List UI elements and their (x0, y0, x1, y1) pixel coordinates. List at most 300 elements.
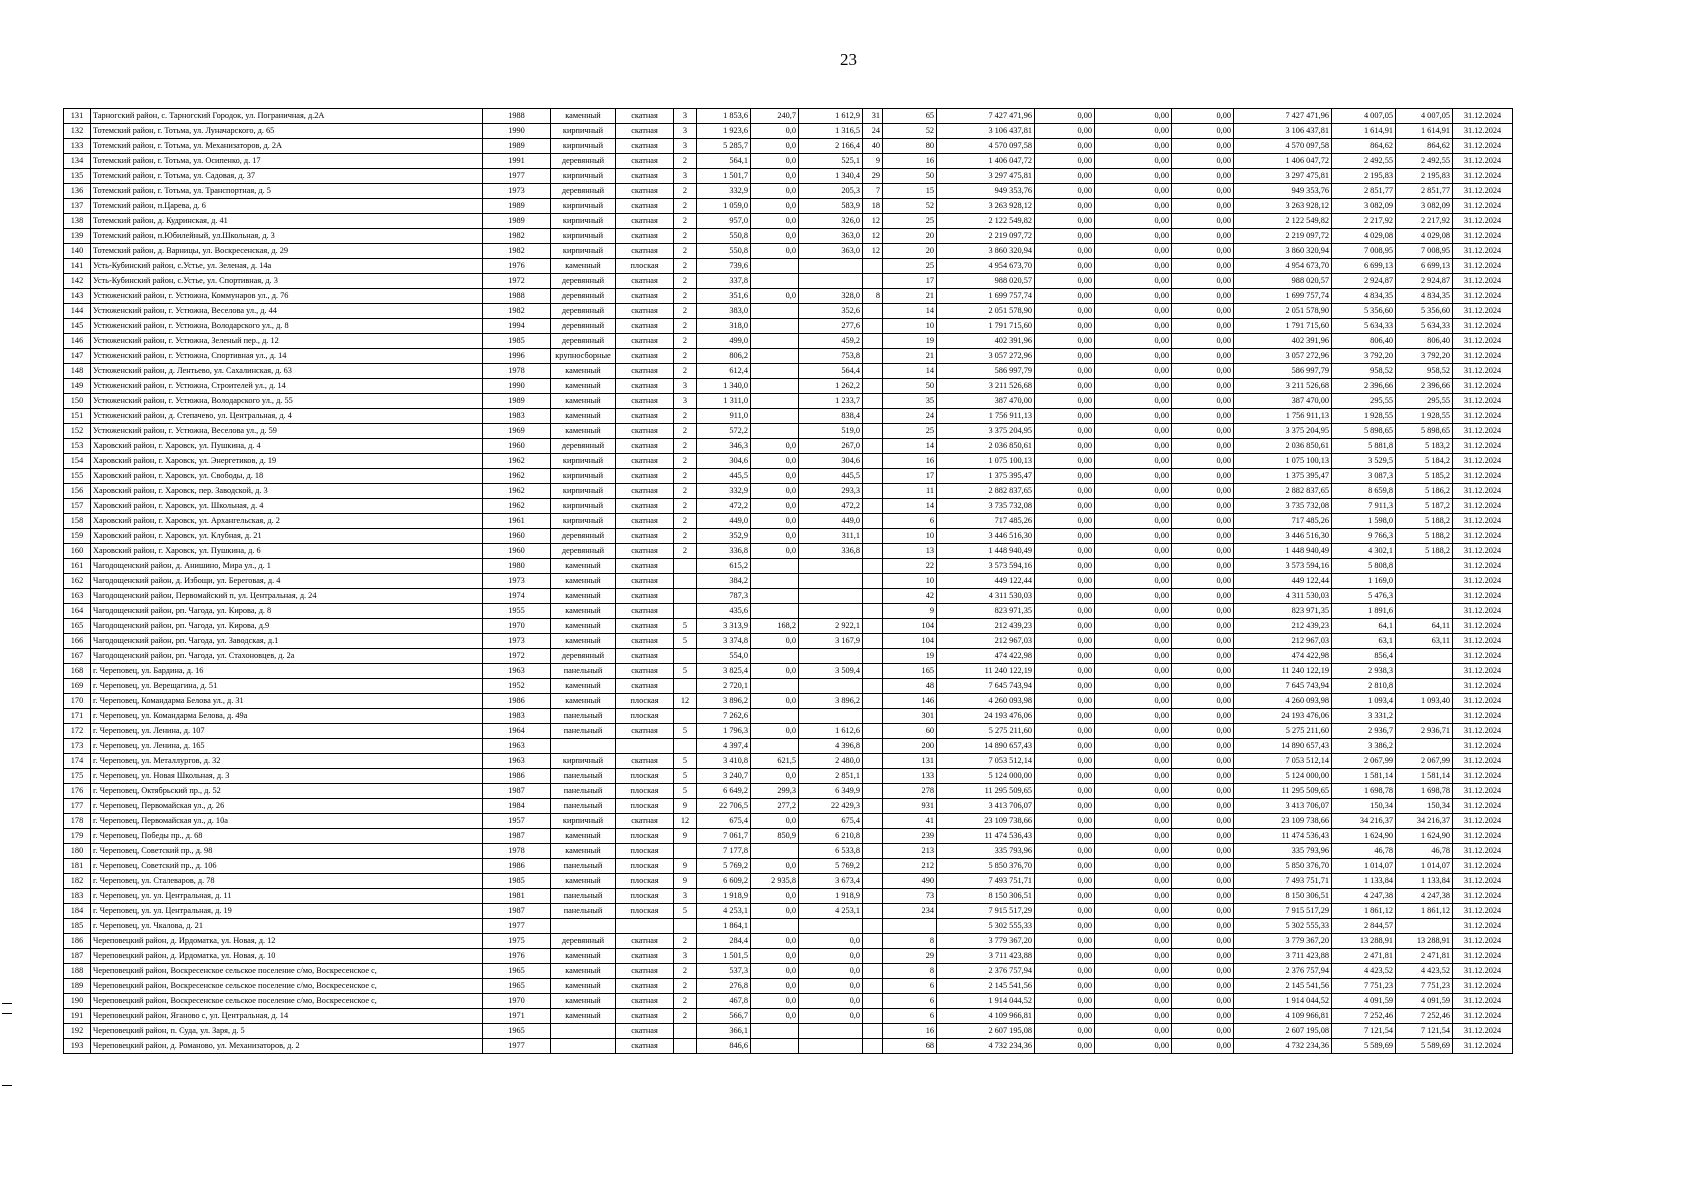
cell-limit-per-sqm: 3 792,20 (1396, 349, 1453, 364)
cell-regional-budget: 0,00 (1095, 964, 1172, 979)
cell-owners-funds: 3 779 367,20 (1234, 934, 1332, 949)
cell-limit-per-sqm: 5 186,2 (1396, 484, 1453, 499)
cell-year-built: 1976 (483, 949, 551, 964)
cell-total-cost: 2 051 578,90 (937, 304, 1035, 319)
cell-nonresidential-area (751, 559, 799, 574)
cell-regional-budget: 0,00 (1095, 349, 1172, 364)
cell-address: Устюженский район, г. Устюжна, Веселова ул., д. 59 (91, 424, 483, 439)
cell-total-area: 6 609,2 (697, 874, 751, 889)
cell-residential-area: 583,9 (799, 199, 863, 214)
cell-residents: 60 (883, 724, 937, 739)
cell-cost-per-sqm: 2 851,77 (1332, 184, 1396, 199)
cell-roof-type: скатная (616, 349, 674, 364)
cell-residential-area: 0,0 (799, 1009, 863, 1024)
table-row (64, 109, 1513, 124)
cell-row-number: 147 (64, 349, 91, 364)
cell-owners-funds: 2 219 097,72 (1234, 229, 1332, 244)
cell-row-number: 187 (64, 949, 91, 964)
cell-fund-cost: 0,00 (1035, 454, 1095, 469)
cell-deadline: 31.12.2024 (1453, 349, 1513, 364)
table-row (64, 439, 1513, 454)
cell-row-number: 150 (64, 394, 91, 409)
cell-total-area: 572,2 (697, 424, 751, 439)
cell-apartments (863, 559, 883, 574)
cell-row-number: 135 (64, 169, 91, 184)
cell-regional-budget: 0,00 (1095, 574, 1172, 589)
cell-regional-budget: 0,00 (1095, 154, 1172, 169)
cell-limit-per-sqm (1396, 589, 1453, 604)
cell-row-number: 142 (64, 274, 91, 289)
cell-fund-cost: 0,00 (1035, 1009, 1095, 1024)
cell-row-number: 191 (64, 1009, 91, 1024)
cell-residents: 21 (883, 289, 937, 304)
cell-total-cost: 4 732 234,36 (937, 1039, 1035, 1054)
cell-residential-area: 5 769,2 (799, 859, 863, 874)
cell-row-number: 172 (64, 724, 91, 739)
cell-apartments (863, 694, 883, 709)
cell-residents: 13 (883, 544, 937, 559)
cell-wall-material: каменный (551, 829, 616, 844)
cell-cost-per-sqm: 2 396,66 (1332, 379, 1396, 394)
cell-fund-cost: 0,00 (1035, 679, 1095, 694)
cell-total-area: 276,8 (697, 979, 751, 994)
cell-roof-type: плоская (616, 259, 674, 274)
cell-nonresidential-area: 0,0 (751, 214, 799, 229)
cell-total-cost: 11 474 536,43 (937, 829, 1035, 844)
cell-deadline: 31.12.2024 (1453, 634, 1513, 649)
cell-residential-area: 449,0 (799, 514, 863, 529)
cell-residents: 10 (883, 319, 937, 334)
cell-residential-area: 304,6 (799, 454, 863, 469)
cell-regional-budget: 0,00 (1095, 529, 1172, 544)
cell-owners-funds: 2 607 195,08 (1234, 1024, 1332, 1039)
cell-apartments (863, 904, 883, 919)
cell-total-cost: 7 053 512,14 (937, 754, 1035, 769)
cell-total-area: 1 340,0 (697, 379, 751, 394)
cell-regional-budget: 0,00 (1095, 169, 1172, 184)
cell-address: Тотемский район, д. Кудринская, д. 41 (91, 214, 483, 229)
cell-residents: 50 (883, 169, 937, 184)
cell-apartments (863, 1009, 883, 1024)
cell-wall-material: каменный (551, 619, 616, 634)
cell-roof-type: плоская (616, 694, 674, 709)
cell-local-budget: 0,00 (1172, 664, 1234, 679)
cell-row-number: 169 (64, 679, 91, 694)
table-row (64, 1039, 1513, 1054)
cell-residential-area: 1 316,5 (799, 124, 863, 139)
cell-deadline: 31.12.2024 (1453, 754, 1513, 769)
cell-apartments (863, 979, 883, 994)
cell-year-built: 1986 (483, 694, 551, 709)
cell-floors: 9 (674, 874, 697, 889)
cell-deadline: 31.12.2024 (1453, 724, 1513, 739)
cell-limit-per-sqm: 4 834,35 (1396, 289, 1453, 304)
cell-address: г. Череповец, ул. Верещагина, д. 51 (91, 679, 483, 694)
cell-row-number: 154 (64, 454, 91, 469)
edge-mark (2, 1013, 12, 1014)
cell-limit-per-sqm: 806,40 (1396, 334, 1453, 349)
cell-nonresidential-area: 168,2 (751, 619, 799, 634)
cell-floors (674, 574, 697, 589)
cell-address: г. Череповец, ул. ул. Центральная, д. 11 (91, 889, 483, 904)
cell-owners-funds: 14 890 657,43 (1234, 739, 1332, 754)
cell-regional-budget: 0,00 (1095, 619, 1172, 634)
cell-limit-per-sqm: 34 216,37 (1396, 814, 1453, 829)
cell-regional-budget: 0,00 (1095, 514, 1172, 529)
cell-cost-per-sqm: 3 386,2 (1332, 739, 1396, 754)
cell-address: Устюженский район, д. Лентьево, ул. Сахалинская, д. 63 (91, 364, 483, 379)
cell-total-cost: 3 573 594,16 (937, 559, 1035, 574)
cell-residents: 6 (883, 994, 937, 1009)
cell-total-cost: 3 057 272,96 (937, 349, 1035, 364)
cell-year-built: 1989 (483, 214, 551, 229)
cell-regional-budget: 0,00 (1095, 229, 1172, 244)
table-row (64, 664, 1513, 679)
cell-wall-material (551, 1024, 616, 1039)
cell-row-number: 163 (64, 589, 91, 604)
cell-owners-funds: 1 406 047,72 (1234, 154, 1332, 169)
cell-fund-cost: 0,00 (1035, 304, 1095, 319)
cell-deadline: 31.12.2024 (1453, 439, 1513, 454)
cell-apartments: 8 (863, 289, 883, 304)
cell-residential-area (799, 604, 863, 619)
cell-year-built: 1960 (483, 529, 551, 544)
cell-cost-per-sqm: 1 169,0 (1332, 574, 1396, 589)
cell-nonresidential-area: 0,0 (751, 724, 799, 739)
cell-limit-per-sqm: 150,34 (1396, 799, 1453, 814)
cell-total-area: 332,9 (697, 484, 751, 499)
cell-wall-material: каменный (551, 424, 616, 439)
cell-deadline: 31.12.2024 (1453, 559, 1513, 574)
cell-regional-budget: 0,00 (1095, 664, 1172, 679)
table-row (64, 499, 1513, 514)
cell-year-built: 1981 (483, 889, 551, 904)
cell-nonresidential-area: 0,0 (751, 634, 799, 649)
cell-wall-material: каменный (551, 994, 616, 1009)
cell-fund-cost: 0,00 (1035, 919, 1095, 934)
cell-year-built: 1963 (483, 754, 551, 769)
cell-floors: 2 (674, 349, 697, 364)
cell-wall-material: каменный (551, 589, 616, 604)
cell-apartments (863, 544, 883, 559)
cell-row-number: 156 (64, 484, 91, 499)
cell-address: Тотемский район, г. Тотьма, ул. Садовая, д. 37 (91, 169, 483, 184)
page-number: 23 (840, 50, 857, 69)
cell-fund-cost: 0,00 (1035, 379, 1095, 394)
cell-floors: 3 (674, 949, 697, 964)
cell-owners-funds: 4 109 966,81 (1234, 1009, 1332, 1024)
cell-nonresidential-area: 0,0 (751, 529, 799, 544)
cell-total-cost: 7 915 517,29 (937, 904, 1035, 919)
cell-year-built: 1976 (483, 259, 551, 274)
cell-limit-per-sqm: 5 188,2 (1396, 544, 1453, 559)
cell-owners-funds: 988 020,57 (1234, 274, 1332, 289)
cell-year-built: 1973 (483, 574, 551, 589)
cell-local-budget: 0,00 (1172, 904, 1234, 919)
cell-deadline: 31.12.2024 (1453, 649, 1513, 664)
cell-wall-material: деревянный (551, 304, 616, 319)
cell-residential-area: 472,2 (799, 499, 863, 514)
cell-wall-material: деревянный (551, 934, 616, 949)
cell-apartments (863, 484, 883, 499)
cell-local-budget: 0,00 (1172, 169, 1234, 184)
cell-wall-material: деревянный (551, 154, 616, 169)
cell-deadline: 31.12.2024 (1453, 124, 1513, 139)
table-row (64, 619, 1513, 634)
cell-address: Череповецкий район, д. Романово, ул. Механизаторов, д. 2 (91, 1039, 483, 1054)
cell-limit-per-sqm: 7 008,95 (1396, 244, 1453, 259)
cell-year-built: 1983 (483, 709, 551, 724)
cell-roof-type: скатная (616, 139, 674, 154)
cell-regional-budget: 0,00 (1095, 484, 1172, 499)
cell-residential-area: 2 851,1 (799, 769, 863, 784)
cell-fund-cost: 0,00 (1035, 199, 1095, 214)
cell-limit-per-sqm: 46,78 (1396, 844, 1453, 859)
cell-residential-area: 0,0 (799, 994, 863, 1009)
cell-floors: 2 (674, 544, 697, 559)
cell-residents: 10 (883, 574, 937, 589)
cell-nonresidential-area (751, 304, 799, 319)
cell-year-built: 1960 (483, 544, 551, 559)
cell-residents: 6 (883, 979, 937, 994)
cell-year-built: 1982 (483, 229, 551, 244)
cell-total-cost: 402 391,96 (937, 334, 1035, 349)
cell-year-built: 1969 (483, 424, 551, 439)
cell-local-budget: 0,00 (1172, 499, 1234, 514)
cell-total-area: 1 501,5 (697, 949, 751, 964)
cell-address: Чагодощенский район, рп. Чагода, ул. Стахоновцев, д. 2а (91, 649, 483, 664)
cell-deadline: 31.12.2024 (1453, 814, 1513, 829)
cell-regional-budget: 0,00 (1095, 559, 1172, 574)
cell-residents: 14 (883, 304, 937, 319)
cell-regional-budget: 0,00 (1095, 439, 1172, 454)
cell-wall-material: каменный (551, 259, 616, 274)
cell-year-built: 1965 (483, 1024, 551, 1039)
cell-residential-area: 525,1 (799, 154, 863, 169)
cell-residential-area: 328,0 (799, 289, 863, 304)
cell-cost-per-sqm: 2 936,7 (1332, 724, 1396, 739)
cell-roof-type: скатная (616, 169, 674, 184)
cell-residents: 213 (883, 844, 937, 859)
table-row (64, 274, 1513, 289)
cell-regional-budget: 0,00 (1095, 199, 1172, 214)
cell-roof-type: скатная (616, 1009, 674, 1024)
cell-deadline: 31.12.2024 (1453, 679, 1513, 694)
cell-residents: 52 (883, 124, 937, 139)
cell-local-budget: 0,00 (1172, 529, 1234, 544)
cell-residential-area: 4 253,1 (799, 904, 863, 919)
cell-address: Усть-Кубинский район, с.Устье, ул. Спортивная, д. 3 (91, 274, 483, 289)
cell-year-built: 1977 (483, 1039, 551, 1054)
cell-residential-area (799, 259, 863, 274)
cell-cost-per-sqm: 1 624,90 (1332, 829, 1396, 844)
cell-total-area: 4 397,4 (697, 739, 751, 754)
cell-fund-cost: 0,00 (1035, 859, 1095, 874)
cell-roof-type: скатная (616, 514, 674, 529)
cell-limit-per-sqm (1396, 709, 1453, 724)
cell-local-budget: 0,00 (1172, 589, 1234, 604)
cell-row-number: 153 (64, 439, 91, 454)
cell-year-built: 1986 (483, 769, 551, 784)
cell-year-built: 1962 (483, 484, 551, 499)
cell-residential-area: 4 396,8 (799, 739, 863, 754)
cell-floors (674, 649, 697, 664)
cell-limit-per-sqm: 63,11 (1396, 634, 1453, 649)
cell-residential-area: 3 896,2 (799, 694, 863, 709)
cell-year-built: 1965 (483, 964, 551, 979)
table-row (64, 994, 1513, 1009)
cell-row-number: 190 (64, 994, 91, 1009)
cell-local-budget: 0,00 (1172, 319, 1234, 334)
cell-local-budget: 0,00 (1172, 439, 1234, 454)
cell-owners-funds: 3 413 706,07 (1234, 799, 1332, 814)
cell-owners-funds: 2 376 757,94 (1234, 964, 1332, 979)
cell-residential-area: 519,0 (799, 424, 863, 439)
cell-residential-area: 3 673,4 (799, 874, 863, 889)
cell-local-budget: 0,00 (1172, 859, 1234, 874)
cell-limit-per-sqm: 13 288,91 (1396, 934, 1453, 949)
cell-residents: 17 (883, 274, 937, 289)
cell-nonresidential-area: 0,0 (751, 514, 799, 529)
cell-residential-area: 6 210,8 (799, 829, 863, 844)
cell-residents: 931 (883, 799, 937, 814)
cell-local-budget: 0,00 (1172, 214, 1234, 229)
cell-limit-per-sqm: 5 184,2 (1396, 454, 1453, 469)
cell-residential-area: 0,0 (799, 964, 863, 979)
cell-regional-budget: 0,00 (1095, 334, 1172, 349)
cell-cost-per-sqm: 4 247,38 (1332, 889, 1396, 904)
table-row (64, 304, 1513, 319)
cell-cost-per-sqm: 2 217,92 (1332, 214, 1396, 229)
cell-total-area: 957,0 (697, 214, 751, 229)
cell-regional-budget: 0,00 (1095, 544, 1172, 559)
cell-total-cost: 2 376 757,94 (937, 964, 1035, 979)
cell-address: Устюженский район, г. Устюжна, Володарского ул., д. 8 (91, 319, 483, 334)
cell-row-number: 151 (64, 409, 91, 424)
cell-residential-area: 311,1 (799, 529, 863, 544)
cell-total-area: 472,2 (697, 499, 751, 514)
cell-apartments (863, 334, 883, 349)
cell-residents: 239 (883, 829, 937, 844)
cell-deadline: 31.12.2024 (1453, 259, 1513, 274)
table-row (64, 934, 1513, 949)
cell-floors: 2 (674, 409, 697, 424)
cell-residents: 25 (883, 214, 937, 229)
cell-fund-cost: 0,00 (1035, 229, 1095, 244)
cell-regional-budget: 0,00 (1095, 814, 1172, 829)
cell-nonresidential-area (751, 424, 799, 439)
cell-apartments (863, 589, 883, 604)
cell-cost-per-sqm: 5 476,3 (1332, 589, 1396, 604)
cell-residents: 8 (883, 934, 937, 949)
cell-address: Устюженский район, г. Устюжна, Строителей ул., д. 14 (91, 379, 483, 394)
cell-floors: 12 (674, 694, 697, 709)
cell-nonresidential-area: 0,0 (751, 964, 799, 979)
cell-nonresidential-area: 0,0 (751, 199, 799, 214)
cell-floors: 2 (674, 514, 697, 529)
cell-address: Тотемский район, п.Юбилейный, ул.Школьная, д. 3 (91, 229, 483, 244)
cell-residents: 42 (883, 589, 937, 604)
cell-roof-type: скатная (616, 109, 674, 124)
cell-limit-per-sqm: 1 614,91 (1396, 124, 1453, 139)
cell-deadline: 31.12.2024 (1453, 289, 1513, 304)
cell-total-area: 787,3 (697, 589, 751, 604)
cell-wall-material: каменный (551, 394, 616, 409)
cell-owners-funds: 7 493 751,71 (1234, 874, 1332, 889)
cell-roof-type: скатная (616, 979, 674, 994)
cell-local-budget: 0,00 (1172, 799, 1234, 814)
table-row (64, 1024, 1513, 1039)
cell-residents: 6 (883, 1009, 937, 1024)
cell-apartments (863, 679, 883, 694)
cell-year-built: 1963 (483, 739, 551, 754)
cell-total-cost: 5 302 555,33 (937, 919, 1035, 934)
cell-apartments (863, 439, 883, 454)
cell-local-budget: 0,00 (1172, 289, 1234, 304)
cell-regional-budget: 0,00 (1095, 184, 1172, 199)
cell-residents: 80 (883, 139, 937, 154)
cell-wall-material: кирпичный (551, 244, 616, 259)
cell-address: Харовский район, г. Харовск, ул. Архангельская, д. 2 (91, 514, 483, 529)
cell-limit-per-sqm: 2 851,77 (1396, 184, 1453, 199)
cell-cost-per-sqm: 4 091,59 (1332, 994, 1396, 1009)
cell-total-area: 7 177,8 (697, 844, 751, 859)
cell-nonresidential-area: 0,0 (751, 289, 799, 304)
cell-address: Череповецкий район, д. Ирдоматка, ул. Новая, д. 10 (91, 949, 483, 964)
cell-year-built: 1975 (483, 934, 551, 949)
cell-local-budget: 0,00 (1172, 454, 1234, 469)
cell-total-area: 445,5 (697, 469, 751, 484)
cell-wall-material: каменный (551, 874, 616, 889)
cell-deadline: 31.12.2024 (1453, 694, 1513, 709)
cell-residential-area (799, 919, 863, 934)
cell-floors: 9 (674, 859, 697, 874)
cell-owners-funds: 474 422,98 (1234, 649, 1332, 664)
cell-wall-material: каменный (551, 844, 616, 859)
cell-nonresidential-area: 0,0 (751, 229, 799, 244)
cell-limit-per-sqm: 2 492,55 (1396, 154, 1453, 169)
cell-owners-funds: 2 036 850,61 (1234, 439, 1332, 454)
cell-address: Череповецкий район, п. Суда, ул. Заря, д. 5 (91, 1024, 483, 1039)
cell-roof-type: скатная (616, 619, 674, 634)
table-row (64, 814, 1513, 829)
cell-local-budget: 0,00 (1172, 484, 1234, 499)
cell-fund-cost: 0,00 (1035, 709, 1095, 724)
cell-local-budget: 0,00 (1172, 139, 1234, 154)
cell-cost-per-sqm: 4 423,52 (1332, 964, 1396, 979)
cell-floors: 2 (674, 244, 697, 259)
cell-wall-material: деревянный (551, 319, 616, 334)
cell-regional-budget: 0,00 (1095, 634, 1172, 649)
cell-deadline: 31.12.2024 (1453, 1009, 1513, 1024)
cell-floors: 2 (674, 214, 697, 229)
cell-regional-budget: 0,00 (1095, 409, 1172, 424)
cell-wall-material: кирпичный (551, 169, 616, 184)
cell-limit-per-sqm: 1 014,07 (1396, 859, 1453, 874)
table-row (64, 259, 1513, 274)
cell-fund-cost: 0,00 (1035, 424, 1095, 439)
cell-total-cost: 212 439,23 (937, 619, 1035, 634)
cell-fund-cost: 0,00 (1035, 1039, 1095, 1054)
cell-regional-budget: 0,00 (1095, 244, 1172, 259)
cell-local-budget: 0,00 (1172, 154, 1234, 169)
cell-nonresidential-area: 850,9 (751, 829, 799, 844)
cell-cost-per-sqm: 2 810,8 (1332, 679, 1396, 694)
cell-fund-cost: 0,00 (1035, 319, 1095, 334)
cell-local-budget: 0,00 (1172, 259, 1234, 274)
cell-fund-cost: 0,00 (1035, 514, 1095, 529)
cell-local-budget: 0,00 (1172, 379, 1234, 394)
